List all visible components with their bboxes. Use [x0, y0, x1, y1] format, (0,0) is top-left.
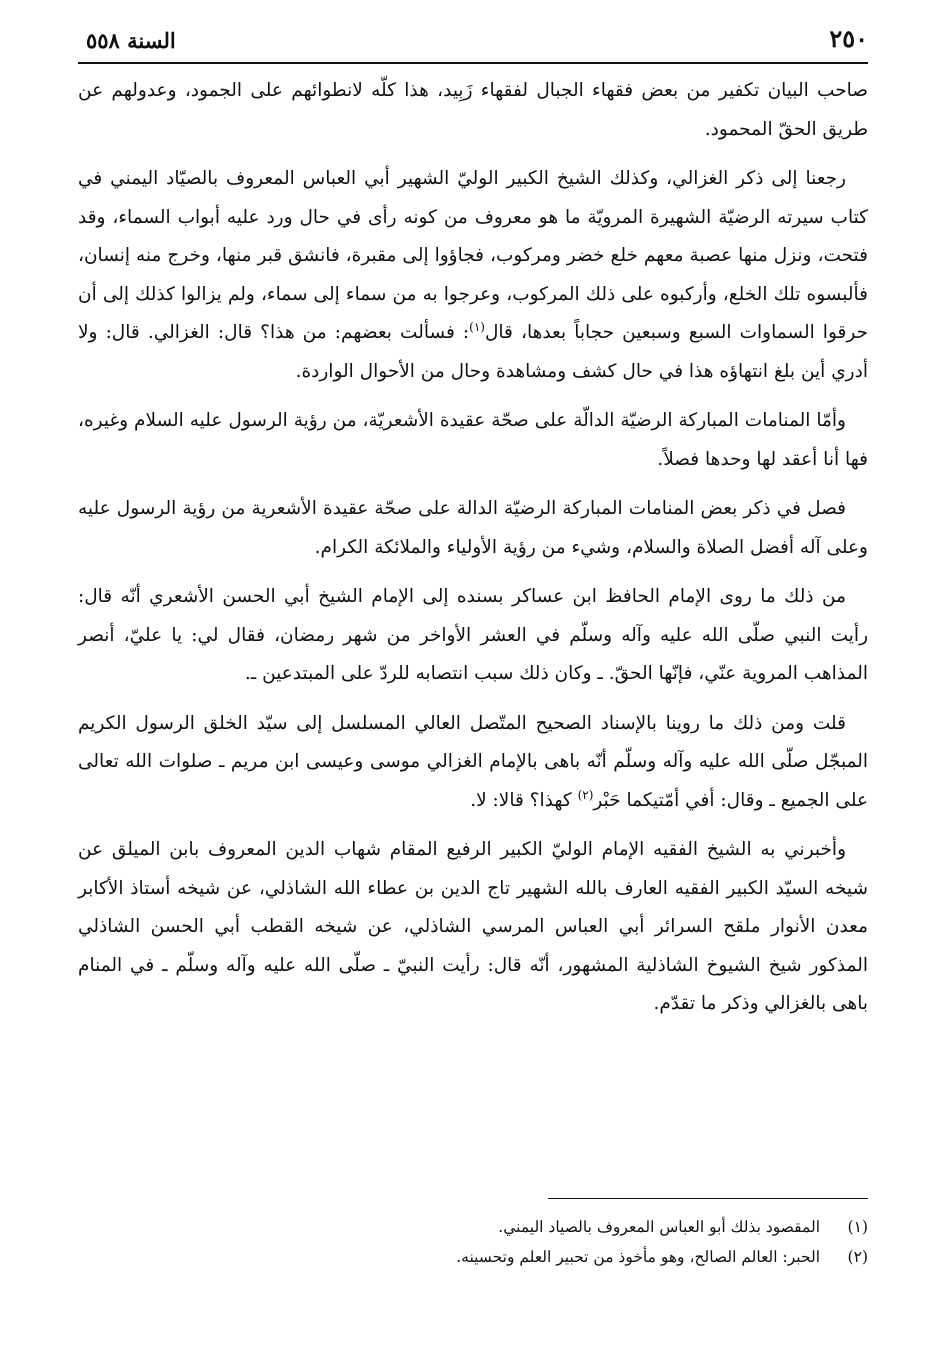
paragraph-1: صاحب البيان تكفير من بعض فقهاء الجبال لفقهاء زَبِيد، هذا كلّه لانطوائهم على الجمود، وعدولهم عن طريق الحقّ المحمود.: [78, 80, 868, 140]
footnote-number: (١): [847, 1218, 868, 1236]
paragraph-3: وأمّا المنامات المباركة الرضيّة الدالّة على صحّة عقيدة الأشعريّة، من رؤية الرسول عليه السلام وغيره، فها أنا أعقد لها وحدها فصلاً.: [78, 410, 868, 470]
footnote-rule: [548, 1198, 868, 1199]
year-label: السنة ٥٥٨: [86, 28, 176, 53]
footnote-2: [78, 1242, 868, 1272]
footnote-text: الحبر: العالم الصالح، وهو مأخوذ من تحبير العلم وتحسينه.: [456, 1248, 820, 1266]
main-text: [78, 72, 868, 1024]
paragraph-2-tail: : فسألت بعضهم: من هذا؟ قال: الغزالي. قال: ولا أدري أين بلغ انتهاؤه هذا في حال كشف ومشاهدة وحال من الأحوال الواردة.: [78, 322, 868, 382]
footnote-text: المقصود بذلك أبو العباس المعروف بالصياد اليمني.: [498, 1218, 820, 1236]
page-header: [78, 24, 868, 58]
paragraph-5: من ذلك ما روى الإمام الحافظ ابن عساكر بسنده إلى الإمام الشيخ أبي الحسن الأشعري أنّه قال: رأيت النبي صلّى الله عليه وآله وسلّم في العشر الأواخر من شهر رمضان، فقال لي: يا عليّ، أنصر المذاهب المروية عنّي، فإنّها الحقّ. ـ وكان ذلك سبب انتصابه للردّ على المبتدعين ـ.: [78, 586, 869, 684]
paragraph-6: [78, 705, 868, 821]
paragraph-6-tail: كهذا؟ قالا: لا.: [470, 789, 578, 811]
footnote-ref-1[interactable]: (١): [469, 319, 485, 334]
header-rule: [78, 62, 868, 64]
footnote-ref-2[interactable]: (٢): [577, 787, 594, 802]
footnote-1: [78, 1212, 868, 1242]
footnote-number: (٢): [847, 1248, 868, 1266]
paragraph-4-section-heading: فصل في ذكر بعض المنامات المباركة الرضيّة الدالة على صحّة عقيدة الأشعرية من رؤية الرسول عليه وعلى آله أفضل الصلاة والسلام، وشيء من رؤية الأولياء والملائكة الكرام.: [78, 498, 868, 558]
paragraph-7: وأخبرني به الشيخ الفقيه الإمام الوليّ الكبير الرفيع المقام شهاب الدين المعروف بابن الميلق عن شيخه السيّد الكبير الفقيه العارف بالله الشهير تاج الدين بن عطاء الله الشاذلي، عن شيخه أستاذ الأكابر معدن الأنوار ملقح السرائر أبي العباس المرسي الشاذلي، عن شيخه القطب أبي الحسن الشاذلي المذكور شيخ الشيوخ الشاذلية المشهور، أنّه قال: رأيت النبيّ ـ صلّى الله عليه وآله وسلّم ـ في المنام باهى بالغزالي وذكر ما تقدّم.: [78, 839, 868, 1014]
page-number: ٢٥٠: [829, 24, 868, 53]
paragraph-2-text: رجعنا إلى ذكر الغزالي، وكذلك الشيخ الكبير الوليّ الشهير أبي العباس المعروف بالصيّاد اليمني في كتاب سيرته الرضيّة الشهيرة المرويّة ما هو معروف من كونه رأى في حال ورد عليه أبواب السماء، وقد فتحت، ونزل منها عصبة معهم خلع خضر ومركوب، فجاؤوا إلى مقبرة، فانشق قبر منها، وخرج منه إنسان، فألبسوه تلك الخلع، وأركبوه على ذلك المركوب، وعرجوا به من سماء إلى سماء، ولم يزالوا كذلك إلى أن حرقوا السماوات السبع وسبعين حجاباً بعدها، قال: [78, 168, 868, 343]
paragraph-2: [78, 160, 868, 391]
paragraph-6-text: قلت ومن ذلك ما روينا بالإسناد الصحيح المتّصل العالي المسلسل إلى سيّد الخلق الرسول الكريم المبجّل صلّى الله عليه وآله وسلّم أنّه باهى بالإمام الغزالي موسى وعيسى ابن مريم ـ صلوات الله تعالى على الجميع ـ وقال: أفي أمّتيكما حَبْر: [78, 712, 868, 811]
footnotes: [78, 1212, 868, 1272]
